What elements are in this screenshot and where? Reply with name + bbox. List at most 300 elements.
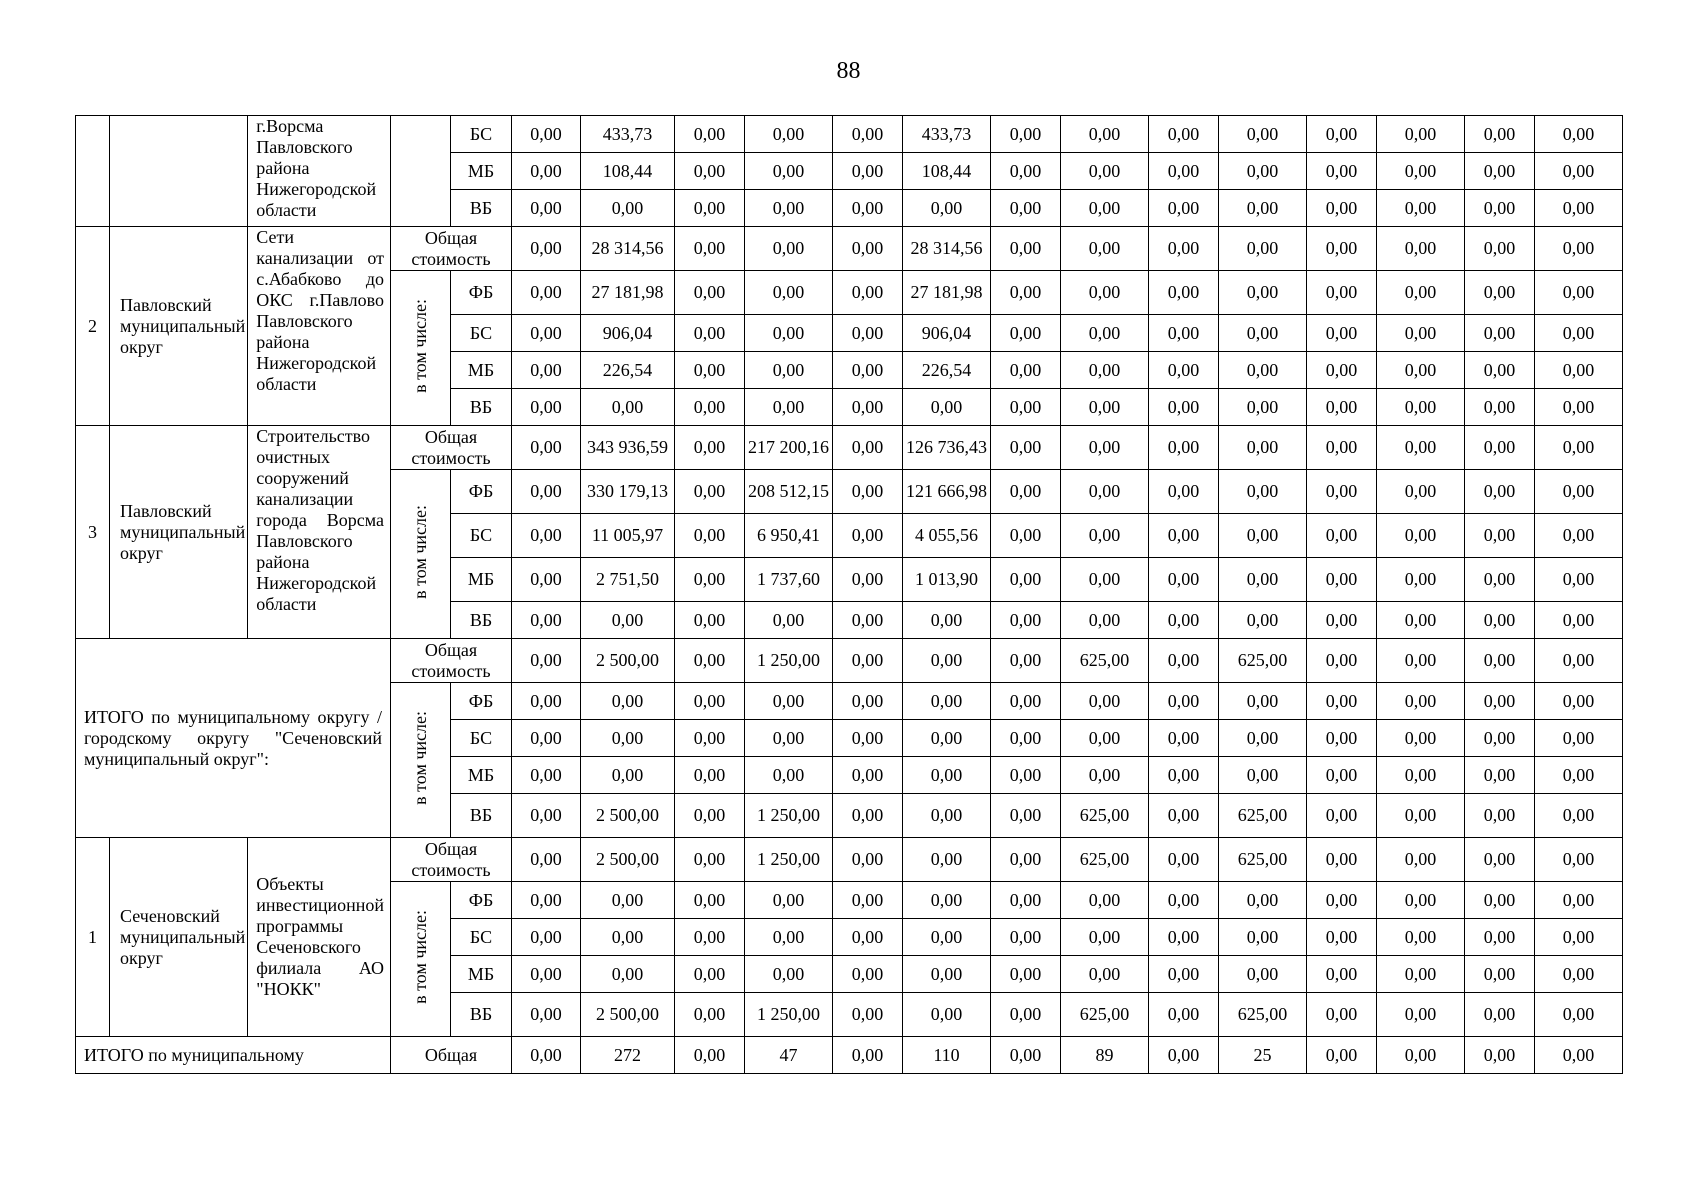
value-cell: 0,00 <box>991 683 1061 720</box>
value-cell: 0,00 <box>1219 190 1307 227</box>
value-cell: 0,00 <box>1061 153 1149 190</box>
value-cell: 0,00 <box>1377 720 1465 757</box>
row-number: 1 <box>76 838 110 1037</box>
value-cell: 0,00 <box>1377 190 1465 227</box>
value-cell: 0,00 <box>745 683 833 720</box>
value-cell: 0,00 <box>1465 389 1535 426</box>
value-cell: 0,00 <box>1535 602 1623 639</box>
value-cell: 272 <box>581 1037 675 1074</box>
value-cell: 0,00 <box>512 426 581 470</box>
value-cell: 0,00 <box>581 882 675 919</box>
value-cell: 0,00 <box>1465 558 1535 602</box>
value-cell: 0,00 <box>1149 838 1219 882</box>
value-cell: 226,54 <box>581 352 675 389</box>
value-cell: 0,00 <box>1377 389 1465 426</box>
value-cell: 0,00 <box>1377 470 1465 514</box>
value-cell: 4 055,56 <box>903 514 991 558</box>
value-cell: 0,00 <box>1061 271 1149 315</box>
value-cell: 0,00 <box>1535 639 1623 683</box>
value-cell: 0,00 <box>675 993 745 1037</box>
value-cell: 0,00 <box>1149 426 1219 470</box>
value-cell: 0,00 <box>1307 470 1377 514</box>
table-row <box>76 227 1623 271</box>
table-row <box>76 116 1623 153</box>
value-cell: 0,00 <box>1535 919 1623 956</box>
value-cell: 0,00 <box>1149 190 1219 227</box>
value-cell: 0,00 <box>675 352 745 389</box>
value-cell: 0,00 <box>512 271 581 315</box>
funding-code: ФБ <box>451 470 512 514</box>
value-cell: 0,00 <box>1465 794 1535 838</box>
object-description: Строительство очистных сооружений канализации города Ворсма Павловского района Нижегородской области <box>248 426 391 639</box>
table-row <box>76 426 1623 470</box>
value-cell: 0,00 <box>1465 993 1535 1037</box>
table-row <box>76 1037 1623 1074</box>
value-cell: 0,00 <box>1465 639 1535 683</box>
value-cell: 0,00 <box>1307 315 1377 352</box>
value-cell: 0,00 <box>1377 757 1465 794</box>
value-cell: 1 250,00 <box>745 794 833 838</box>
value-cell: 0,00 <box>1061 919 1149 956</box>
value-cell: 0,00 <box>745 190 833 227</box>
value-cell: 0,00 <box>1061 720 1149 757</box>
value-cell: 0,00 <box>833 426 903 470</box>
value-cell: 0,00 <box>1061 352 1149 389</box>
value-cell: 0,00 <box>1465 470 1535 514</box>
value-cell: 0,00 <box>1219 271 1307 315</box>
value-cell: 0,00 <box>512 1037 581 1074</box>
municipality-name: Павловский муниципальный округ <box>110 426 248 639</box>
value-cell: 0,00 <box>1377 602 1465 639</box>
value-cell: 0,00 <box>745 389 833 426</box>
in-including-label: в том числе: <box>391 271 451 426</box>
value-cell: 110 <box>903 1037 991 1074</box>
value-cell: 0,00 <box>833 882 903 919</box>
funding-code: ВБ <box>451 389 512 426</box>
value-cell: 0,00 <box>833 190 903 227</box>
value-cell: 0,00 <box>1307 271 1377 315</box>
value-cell: 0,00 <box>1535 794 1623 838</box>
value-cell: 0,00 <box>1307 426 1377 470</box>
municipality-name: Сеченовский муниципальный округ <box>110 838 248 1037</box>
municipality-cell <box>110 116 248 227</box>
value-cell: 0,00 <box>1465 352 1535 389</box>
value-cell: 0,00 <box>512 757 581 794</box>
value-cell: 0,00 <box>512 993 581 1037</box>
value-cell: 0,00 <box>991 190 1061 227</box>
value-cell: 0,00 <box>1377 116 1465 153</box>
value-cell: 0,00 <box>833 683 903 720</box>
value-cell: 0,00 <box>1307 683 1377 720</box>
value-cell: 625,00 <box>1061 639 1149 683</box>
value-cell: 0,00 <box>833 470 903 514</box>
value-cell: 0,00 <box>903 993 991 1037</box>
value-cell: 0,00 <box>581 190 675 227</box>
value-cell: 0,00 <box>512 683 581 720</box>
value-cell: 0,00 <box>1535 993 1623 1037</box>
in-including-label: в том числе: <box>391 683 451 838</box>
value-cell: 0,00 <box>1465 683 1535 720</box>
value-cell: 0,00 <box>1535 720 1623 757</box>
value-cell: 0,00 <box>581 389 675 426</box>
value-cell: 0,00 <box>1219 315 1307 352</box>
value-cell: 0,00 <box>833 352 903 389</box>
value-cell: 0,00 <box>991 794 1061 838</box>
funding-code: ВБ <box>451 794 512 838</box>
value-cell: 0,00 <box>991 882 1061 919</box>
total-cost-label: Общая стоимость <box>391 838 512 882</box>
value-cell: 0,00 <box>1465 1037 1535 1074</box>
value-cell: 0,00 <box>1377 514 1465 558</box>
value-cell: 0,00 <box>1219 956 1307 993</box>
value-cell: 1 250,00 <box>745 639 833 683</box>
value-cell: 0,00 <box>833 514 903 558</box>
value-cell: 0,00 <box>675 1037 745 1074</box>
value-cell: 0,00 <box>1219 757 1307 794</box>
value-cell: 1 250,00 <box>745 993 833 1037</box>
value-cell: 0,00 <box>1465 602 1535 639</box>
value-cell: 0,00 <box>675 470 745 514</box>
value-cell: 0,00 <box>903 882 991 919</box>
value-cell: 0,00 <box>512 794 581 838</box>
value-cell: 0,00 <box>512 838 581 882</box>
value-cell: 0,00 <box>1465 227 1535 271</box>
total-label: ИТОГО по муниципальному округу / городскому округу "Сеченовский муниципальный округ": <box>76 639 391 838</box>
value-cell: 0,00 <box>1535 352 1623 389</box>
value-cell: 0,00 <box>991 558 1061 602</box>
value-cell: 0,00 <box>1377 794 1465 838</box>
value-cell: 0,00 <box>1377 271 1465 315</box>
value-cell: 0,00 <box>1061 426 1149 470</box>
value-cell: 108,44 <box>903 153 991 190</box>
value-cell: 0,00 <box>1307 602 1377 639</box>
value-cell: 0,00 <box>903 639 991 683</box>
value-cell: 89 <box>1061 1037 1149 1074</box>
value-cell: 2 500,00 <box>581 639 675 683</box>
value-cell: 0,00 <box>1149 993 1219 1037</box>
value-cell: 0,00 <box>1535 116 1623 153</box>
value-cell: 0,00 <box>1219 470 1307 514</box>
value-cell: 0,00 <box>833 993 903 1037</box>
funding-code: БС <box>451 315 512 352</box>
funding-code: ФБ <box>451 271 512 315</box>
value-cell: 0,00 <box>1465 514 1535 558</box>
funding-code: МБ <box>451 757 512 794</box>
funding-code: БС <box>451 116 512 153</box>
value-cell: 0,00 <box>1149 227 1219 271</box>
value-cell: 0,00 <box>1307 720 1377 757</box>
value-cell: 0,00 <box>581 602 675 639</box>
value-cell: 0,00 <box>1149 153 1219 190</box>
value-cell: 126 736,43 <box>903 426 991 470</box>
value-cell: 0,00 <box>1535 190 1623 227</box>
value-cell: 0,00 <box>1535 514 1623 558</box>
value-cell: 0,00 <box>1307 116 1377 153</box>
funding-code: ФБ <box>451 683 512 720</box>
value-cell: 0,00 <box>512 720 581 757</box>
funding-code: МБ <box>451 153 512 190</box>
value-cell: 0,00 <box>991 315 1061 352</box>
value-cell: 0,00 <box>675 602 745 639</box>
value-cell: 0,00 <box>745 757 833 794</box>
value-cell: 0,00 <box>833 1037 903 1074</box>
value-cell: 0,00 <box>745 116 833 153</box>
value-cell: 0,00 <box>1061 683 1149 720</box>
value-cell: 0,00 <box>1149 794 1219 838</box>
value-cell: 0,00 <box>581 683 675 720</box>
value-cell: 0,00 <box>1307 838 1377 882</box>
value-cell: 0,00 <box>512 227 581 271</box>
in-including-label: в том числе: <box>391 470 451 639</box>
value-cell: 0,00 <box>1061 227 1149 271</box>
value-cell: 0,00 <box>1465 757 1535 794</box>
value-cell: 0,00 <box>745 919 833 956</box>
value-cell: 0,00 <box>675 757 745 794</box>
value-cell: 0,00 <box>1149 720 1219 757</box>
value-cell: 0,00 <box>1219 426 1307 470</box>
value-cell: 433,73 <box>581 116 675 153</box>
value-cell: 0,00 <box>903 389 991 426</box>
value-cell: 0,00 <box>903 720 991 757</box>
value-cell: 0,00 <box>1149 639 1219 683</box>
value-cell: 0,00 <box>675 683 745 720</box>
value-cell: 0,00 <box>745 956 833 993</box>
value-cell: 0,00 <box>1535 227 1623 271</box>
value-cell: 6 950,41 <box>745 514 833 558</box>
value-cell: 0,00 <box>1377 639 1465 683</box>
value-cell: 0,00 <box>1149 470 1219 514</box>
value-cell: 0,00 <box>512 190 581 227</box>
object-description: г.Ворсма Павловского района Нижегородской области <box>248 116 391 227</box>
value-cell: 0,00 <box>1535 882 1623 919</box>
value-cell: 0,00 <box>1149 882 1219 919</box>
value-cell: 0,00 <box>1377 919 1465 956</box>
value-cell: 0,00 <box>1465 190 1535 227</box>
value-cell: 0,00 <box>991 993 1061 1037</box>
value-cell: 0,00 <box>991 720 1061 757</box>
value-cell: 0,00 <box>675 116 745 153</box>
value-cell: 0,00 <box>1535 271 1623 315</box>
value-cell: 25 <box>1219 1037 1307 1074</box>
value-cell: 625,00 <box>1219 993 1307 1037</box>
value-cell: 0,00 <box>745 227 833 271</box>
value-cell: 0,00 <box>675 190 745 227</box>
value-cell: 0,00 <box>1377 558 1465 602</box>
value-cell: 0,00 <box>745 315 833 352</box>
value-cell: 0,00 <box>833 116 903 153</box>
value-cell: 0,00 <box>1061 956 1149 993</box>
value-cell: 47 <box>745 1037 833 1074</box>
value-cell: 0,00 <box>991 389 1061 426</box>
value-cell: 625,00 <box>1219 639 1307 683</box>
value-cell: 0,00 <box>1061 315 1149 352</box>
value-cell: 0,00 <box>512 153 581 190</box>
value-cell: 0,00 <box>1307 956 1377 993</box>
funding-code: ФБ <box>451 882 512 919</box>
value-cell: 0,00 <box>1149 956 1219 993</box>
value-cell: 0,00 <box>512 558 581 602</box>
value-cell: 0,00 <box>833 558 903 602</box>
value-cell: 0,00 <box>1465 919 1535 956</box>
value-cell: 0,00 <box>1377 1037 1465 1074</box>
value-cell: 0,00 <box>991 602 1061 639</box>
value-cell: 0,00 <box>1377 882 1465 919</box>
value-cell: 0,00 <box>1149 919 1219 956</box>
value-cell: 0,00 <box>903 757 991 794</box>
value-cell: 0,00 <box>833 794 903 838</box>
value-cell: 0,00 <box>1535 153 1623 190</box>
value-cell: 0,00 <box>903 794 991 838</box>
value-cell: 1 737,60 <box>745 558 833 602</box>
value-cell: 208 512,15 <box>745 470 833 514</box>
value-cell: 0,00 <box>1535 558 1623 602</box>
value-cell: 0,00 <box>745 153 833 190</box>
value-cell: 0,00 <box>991 1037 1061 1074</box>
value-cell: 0,00 <box>1465 271 1535 315</box>
value-cell: 0,00 <box>1377 153 1465 190</box>
value-cell: 0,00 <box>1149 757 1219 794</box>
value-cell: 0,00 <box>991 639 1061 683</box>
value-cell: 906,04 <box>903 315 991 352</box>
value-cell: 0,00 <box>1535 389 1623 426</box>
value-cell: 0,00 <box>1307 514 1377 558</box>
value-cell: 0,00 <box>512 470 581 514</box>
object-description: Объекты инвестиционной программы Сеченовского филиала АО "НОКК" <box>248 838 391 1037</box>
value-cell: 625,00 <box>1219 794 1307 838</box>
value-cell: 0,00 <box>991 757 1061 794</box>
value-cell: 0,00 <box>1535 683 1623 720</box>
value-cell: 2 500,00 <box>581 838 675 882</box>
table-row <box>76 639 1623 683</box>
value-cell: 0,00 <box>1061 514 1149 558</box>
value-cell: 0,00 <box>833 315 903 352</box>
value-cell: 108,44 <box>581 153 675 190</box>
value-cell: 0,00 <box>903 838 991 882</box>
value-cell: 27 181,98 <box>903 271 991 315</box>
value-cell: 0,00 <box>1377 227 1465 271</box>
value-cell: 0,00 <box>991 470 1061 514</box>
value-cell: 0,00 <box>1149 352 1219 389</box>
value-cell: 0,00 <box>1219 389 1307 426</box>
value-cell: 217 200,16 <box>745 426 833 470</box>
value-cell: 0,00 <box>833 757 903 794</box>
value-cell: 0,00 <box>1149 271 1219 315</box>
value-cell: 0,00 <box>1219 352 1307 389</box>
value-cell: 0,00 <box>675 838 745 882</box>
value-cell: 0,00 <box>1219 116 1307 153</box>
value-cell: 0,00 <box>1219 683 1307 720</box>
value-cell: 2 500,00 <box>581 794 675 838</box>
value-cell: 27 181,98 <box>581 271 675 315</box>
value-cell: 0,00 <box>745 352 833 389</box>
value-cell: 0,00 <box>991 956 1061 993</box>
value-cell: 0,00 <box>1061 882 1149 919</box>
table-row <box>76 838 1623 882</box>
value-cell: 0,00 <box>903 956 991 993</box>
value-cell: 0,00 <box>512 315 581 352</box>
value-cell: 0,00 <box>1307 919 1377 956</box>
value-cell: 2 751,50 <box>581 558 675 602</box>
funding-code: МБ <box>451 352 512 389</box>
value-cell: 0,00 <box>512 352 581 389</box>
row-number-cell <box>76 116 110 227</box>
value-cell: 0,00 <box>1307 639 1377 683</box>
value-cell: 0,00 <box>833 389 903 426</box>
total-label: ИТОГО по муниципальному <box>76 1037 391 1074</box>
value-cell: 0,00 <box>991 227 1061 271</box>
value-cell: 0,00 <box>581 956 675 993</box>
value-cell: 0,00 <box>991 116 1061 153</box>
value-cell: 0,00 <box>1149 514 1219 558</box>
funding-code: МБ <box>451 956 512 993</box>
value-cell: 0,00 <box>1219 882 1307 919</box>
value-cell: 0,00 <box>1465 116 1535 153</box>
value-cell: 0,00 <box>675 882 745 919</box>
value-cell: 0,00 <box>833 271 903 315</box>
value-cell: 625,00 <box>1061 794 1149 838</box>
value-cell: 0,00 <box>745 271 833 315</box>
value-cell: 0,00 <box>675 794 745 838</box>
value-cell: 0,00 <box>1307 757 1377 794</box>
value-cell: 1 250,00 <box>745 838 833 882</box>
value-cell: 0,00 <box>1149 602 1219 639</box>
value-cell: 0,00 <box>1307 993 1377 1037</box>
value-cell: 0,00 <box>1535 757 1623 794</box>
value-cell: 0,00 <box>512 116 581 153</box>
value-cell: 0,00 <box>1307 389 1377 426</box>
value-cell: 0,00 <box>1377 315 1465 352</box>
value-cell: 0,00 <box>1465 956 1535 993</box>
value-cell: 0,00 <box>512 602 581 639</box>
value-cell: 0,00 <box>745 720 833 757</box>
value-cell: 0,00 <box>512 956 581 993</box>
value-cell: 0,00 <box>512 514 581 558</box>
value-cell: 0,00 <box>1465 720 1535 757</box>
value-cell: 0,00 <box>1307 153 1377 190</box>
value-cell: 0,00 <box>1219 153 1307 190</box>
value-cell: 0,00 <box>581 919 675 956</box>
value-cell: 0,00 <box>1061 602 1149 639</box>
value-cell: 0,00 <box>1149 116 1219 153</box>
value-cell: 0,00 <box>1149 1037 1219 1074</box>
value-cell: 0,00 <box>1219 558 1307 602</box>
value-cell: 625,00 <box>1219 838 1307 882</box>
row-number: 3 <box>76 426 110 639</box>
value-cell: 0,00 <box>745 882 833 919</box>
funding-code: БС <box>451 720 512 757</box>
value-cell: 0,00 <box>903 190 991 227</box>
value-cell: 0,00 <box>1535 470 1623 514</box>
value-cell: 906,04 <box>581 315 675 352</box>
value-cell: 0,00 <box>991 919 1061 956</box>
value-cell: 0,00 <box>1219 227 1307 271</box>
value-cell: 343 936,59 <box>581 426 675 470</box>
value-cell: 0,00 <box>1377 838 1465 882</box>
value-cell: 0,00 <box>1465 315 1535 352</box>
value-cell: 0,00 <box>833 720 903 757</box>
value-cell: 0,00 <box>1377 956 1465 993</box>
value-cell: 0,00 <box>991 352 1061 389</box>
funding-table <box>75 115 1623 1074</box>
value-cell: 0,00 <box>675 426 745 470</box>
value-cell: 625,00 <box>1061 993 1149 1037</box>
value-cell: 0,00 <box>675 639 745 683</box>
value-cell: 0,00 <box>1465 882 1535 919</box>
value-cell: 0,00 <box>1149 558 1219 602</box>
value-cell: 0,00 <box>581 720 675 757</box>
value-cell: 0,00 <box>991 514 1061 558</box>
value-cell: 0,00 <box>1061 190 1149 227</box>
